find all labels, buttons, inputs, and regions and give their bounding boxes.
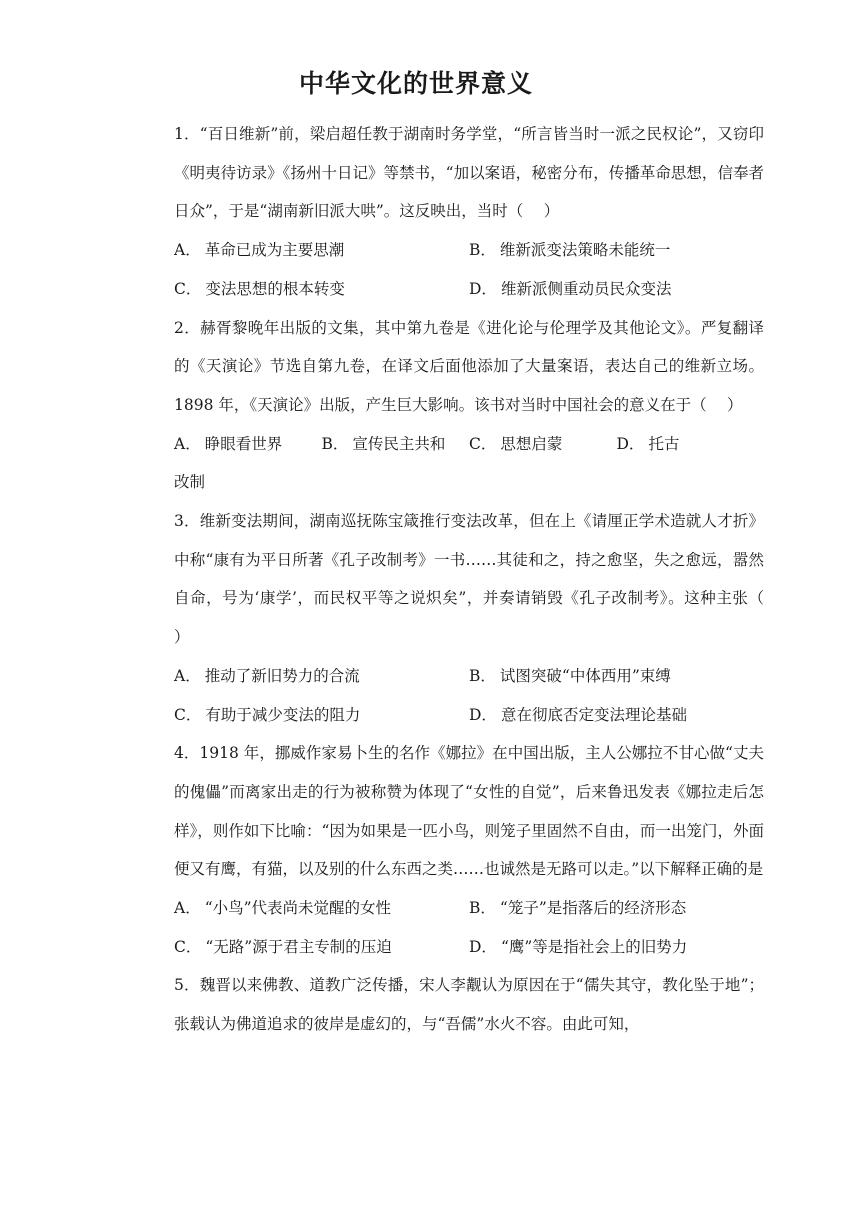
question-stem: 1．“百日维新”前，梁启超任教于湖南时务学堂，“所言皆当时一派之民权论”，又窃印《明夷待访录》《扬州十日记》等禁书，“加以案语，秘密分布，传播革命思想，信奉者日众”，于是“湖南新旧派大哄”。这反映出，当时（ ）	[174, 125, 764, 221]
option-d: D． 维新派侧重动员民众变法	[469, 279, 672, 298]
question-stem: 5．魏晋以来佛教、道教广泛传播，宋人李觏认为原因在于“儒失其守，教化坠于地”；张载认为佛道追求的彼岸是虚幻的，与“吾儒”水火不容。由此可知，	[174, 976, 764, 1034]
option-b: B． 试图突破“中体西用”束缚	[469, 666, 671, 685]
option-c: C． 有助于减少变法的阻力	[174, 705, 361, 724]
option-c: C． 思想启蒙	[469, 434, 563, 453]
question-1	[174, 115, 764, 309]
option-d: D． 托古	[616, 434, 680, 453]
option-c: C． 变法思想的根本转变	[174, 279, 345, 298]
option-b: B． “笼子”是指落后的经济形态	[469, 899, 687, 918]
option-b: B． 宣传民主共和	[321, 434, 446, 453]
option-a: A． 睁眼看世界	[174, 434, 283, 453]
option-a: A． 革命已成为主要思潮	[174, 241, 345, 260]
option-d: D． 意在彻底否定变法理论基础	[469, 705, 687, 724]
question-4	[174, 734, 764, 966]
question-2	[174, 309, 764, 503]
option-c: C． “无路”源于君主专制的压迫	[174, 937, 392, 956]
question-stem: 2．赫胥黎晚年出版的文集，其中第九卷是《进化论与伦理学及其他论文》。严复翻译的《天演论》节选自第九卷，在译文后面他添加了大量案语，表达自己的维新立场。1898 年，《天演论》出版，产生巨大影响。该书对当时中国社会的意义在于（ ）	[174, 318, 764, 414]
option-list	[174, 425, 764, 464]
document-title: 中华文化的世界意义	[298, 69, 533, 98]
option-list	[174, 231, 764, 308]
option-d: D． “鹰”等是指社会上的旧势力	[469, 937, 688, 956]
question-5	[174, 966, 764, 1043]
question-stem: 4．1918 年，挪威作家易卜生的名作《娜拉》在中国出版，主人公娜拉不甘心做“丈夫的傀儡”而离家出走的行为被称赞为体现了“女性的自觉”，后来鲁迅发表《娜拉走后怎样》，则作如下比喻：“因为如果是一匹小鸟，则笼子里固然不自由，而一出笼门，外面便又有鹰，有猫，以及别的什么东西之类……也诚然是无路可以走。”以下解释正确的是	[174, 744, 764, 879]
question-3	[174, 502, 785, 734]
option-d-continuation: 改制	[174, 473, 206, 492]
question-list	[174, 115, 785, 1044]
option-b: B． 维新派变法策略未能统一	[469, 241, 671, 260]
option-a: A． 推动了新旧势力的合流	[174, 666, 360, 685]
option-list	[174, 657, 764, 734]
option-list	[174, 889, 764, 966]
option-a: A． “小鸟”代表尚未觉醒的女性	[174, 899, 392, 918]
question-stem: 3．维新变法期间，湖南巡抚陈宝箴推行变法改革，但在上《请厘正学术造就人才折》中称“康有为平日所著《孔子改制考》一书……其徒和之，持之愈坚，失之愈远，嚣然自命，号为‘康学’，而民权平等之说炽矣”，并奏请销毁《孔子改制考》。这种主张（ ）	[174, 512, 785, 647]
